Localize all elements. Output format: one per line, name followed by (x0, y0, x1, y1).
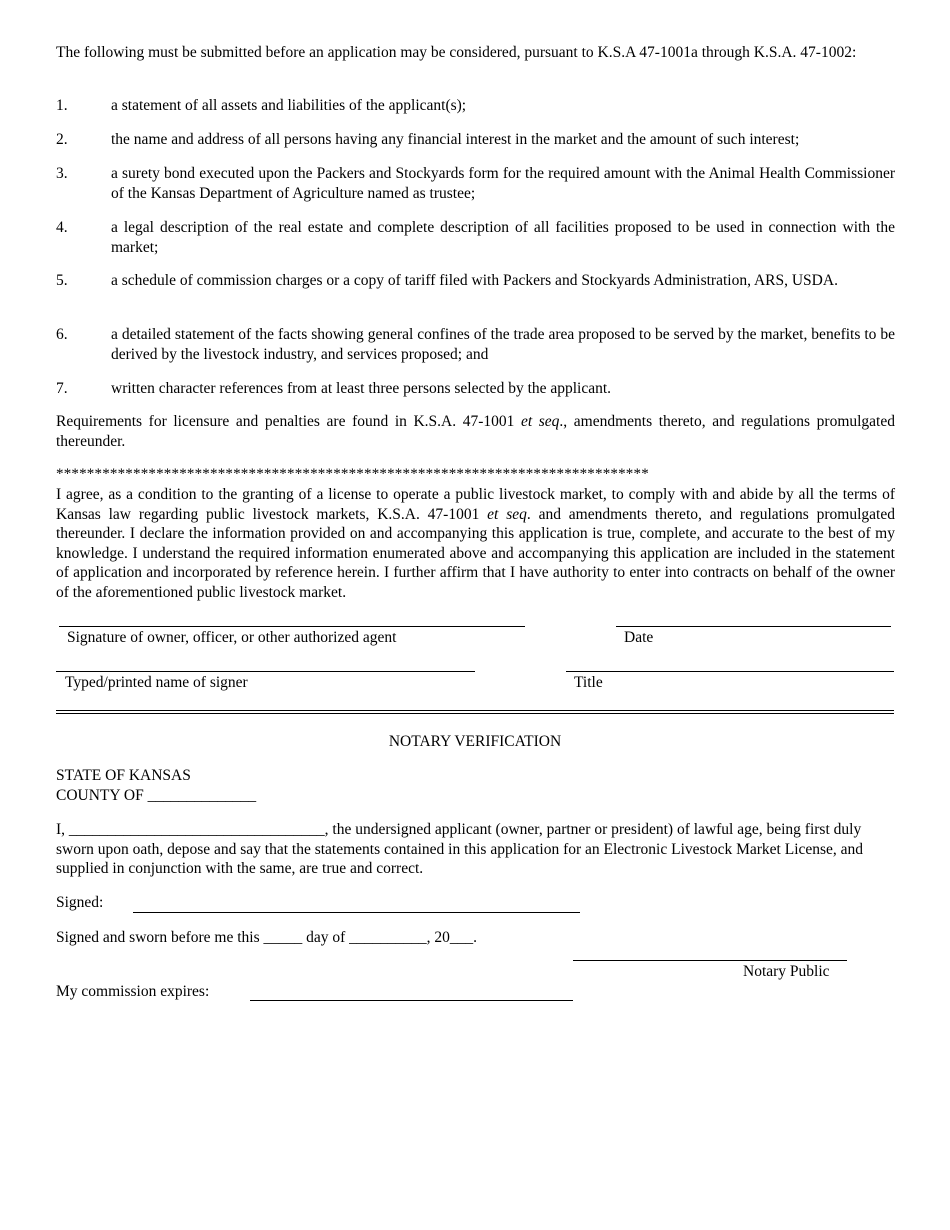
double-rule-bottom (56, 713, 894, 714)
signature-line[interactable] (59, 626, 525, 627)
commission-label: My commission expires: (56, 983, 210, 1000)
requirement-number: 7. (56, 380, 68, 397)
requirement-number: 4. (56, 219, 68, 236)
separator-asterisks: ***************************************************************************** (56, 466, 649, 482)
agreement-et-seq: et seq (487, 505, 527, 523)
requirement-text: the name and address of all persons having any financial interest in the market and the amount of such interest; (111, 131, 800, 148)
requirement-text: a statement of all assets and liabilities of the applicant(s); (111, 97, 467, 114)
notary-signature-line[interactable] (573, 960, 847, 961)
agreement-text-start: I agree, as a condition to the granting of a license to operate a public livestock market, to comply with and abide by all the terms of Kansas law regarding public livestock markets, K.S.A. 47-1001 (56, 486, 895, 523)
typed-name-line[interactable] (56, 671, 475, 672)
requirement-text: a legal description of the real estate and complete description of all facilities proposed to be used in connection with the market; (111, 219, 895, 256)
requirement-text: written character references from at least three persons selected by the applicant. (111, 380, 612, 397)
oath-paragraph: I, _________________________________, the undersigned applicant (owner, partner or president) of lawful age, being first duly sworn upon oath, depose and say that the statements contained in this application for an Electronic Livestock Market License, and supplied in conjunction with the same, are true and correct. (56, 821, 864, 877)
county-field[interactable]: COUNTY OF ______________ (56, 787, 257, 804)
commission-line[interactable] (250, 1000, 573, 1001)
signature-label: Signature of owner, officer, or other authorized agent (67, 629, 397, 646)
requirement-number: 1. (56, 97, 68, 114)
state-line: STATE OF KANSAS (56, 767, 191, 784)
notary-heading: NOTARY VERIFICATION (388, 733, 562, 750)
signed-label: Signed: (56, 894, 104, 911)
requirement-number: 2. (56, 131, 68, 148)
licensure-paragraph (56, 412, 895, 451)
requirement-number: 6. (56, 326, 68, 343)
date-line[interactable] (616, 626, 891, 627)
licensure-et-seq: et seq (520, 413, 560, 430)
title-label: Title (574, 674, 603, 691)
title-line[interactable] (566, 671, 894, 672)
typed-name-label: Typed/printed name of signer (65, 674, 248, 691)
requirement-text: a detailed statement of the facts showing general confines of the trade area proposed to be served by the market, benefits to be derived by the livestock industry, and services proposed; and (111, 326, 895, 363)
agreement-text-end: . and amendments thereto, and regulations promulgated thereunder. I declare the information provided on and accompanying this application is true, complete, and accurate to the best of my knowledge. I understand the required information enumerated above and accompanying this application are included in the statement of application and incorporated by reference herein. I further affirm that I have authority to enter into contracts on behalf of the owner of the aforementioned public livestock market. (56, 505, 895, 601)
requirement-text: a schedule of commission charges or a copy of tariff filed with Packers and Stockyards Administration, ARS, USDA. (111, 272, 838, 289)
signed-line[interactable] (133, 912, 580, 913)
requirement-text: a surety bond executed upon the Packers and Stockyards form for the required amount with the Animal Health Commissioner of the Kansas Department of Agriculture named as trustee; (111, 165, 895, 202)
double-rule-top (56, 710, 894, 711)
intro-paragraph: The following must be submitted before an application may be considered, pursuant to K.S.A 47-1001a through K.S.A. 47-1002: (56, 44, 857, 61)
agreement-paragraph (56, 485, 895, 602)
notary-public-label: Notary Public (743, 963, 830, 980)
licensure-text-start: Requirements for licensure and penalties are found in K.S.A. 47-1001 (56, 413, 521, 430)
date-label: Date (624, 629, 654, 646)
licensure-text-end: ., amendments thereto, and regulations promulgated thereunder. (56, 413, 895, 450)
requirement-number: 3. (56, 165, 68, 182)
sworn-statement[interactable]: Signed and sworn before me this _____ day of __________, 20___. (56, 929, 478, 946)
requirement-number: 5. (56, 272, 68, 289)
